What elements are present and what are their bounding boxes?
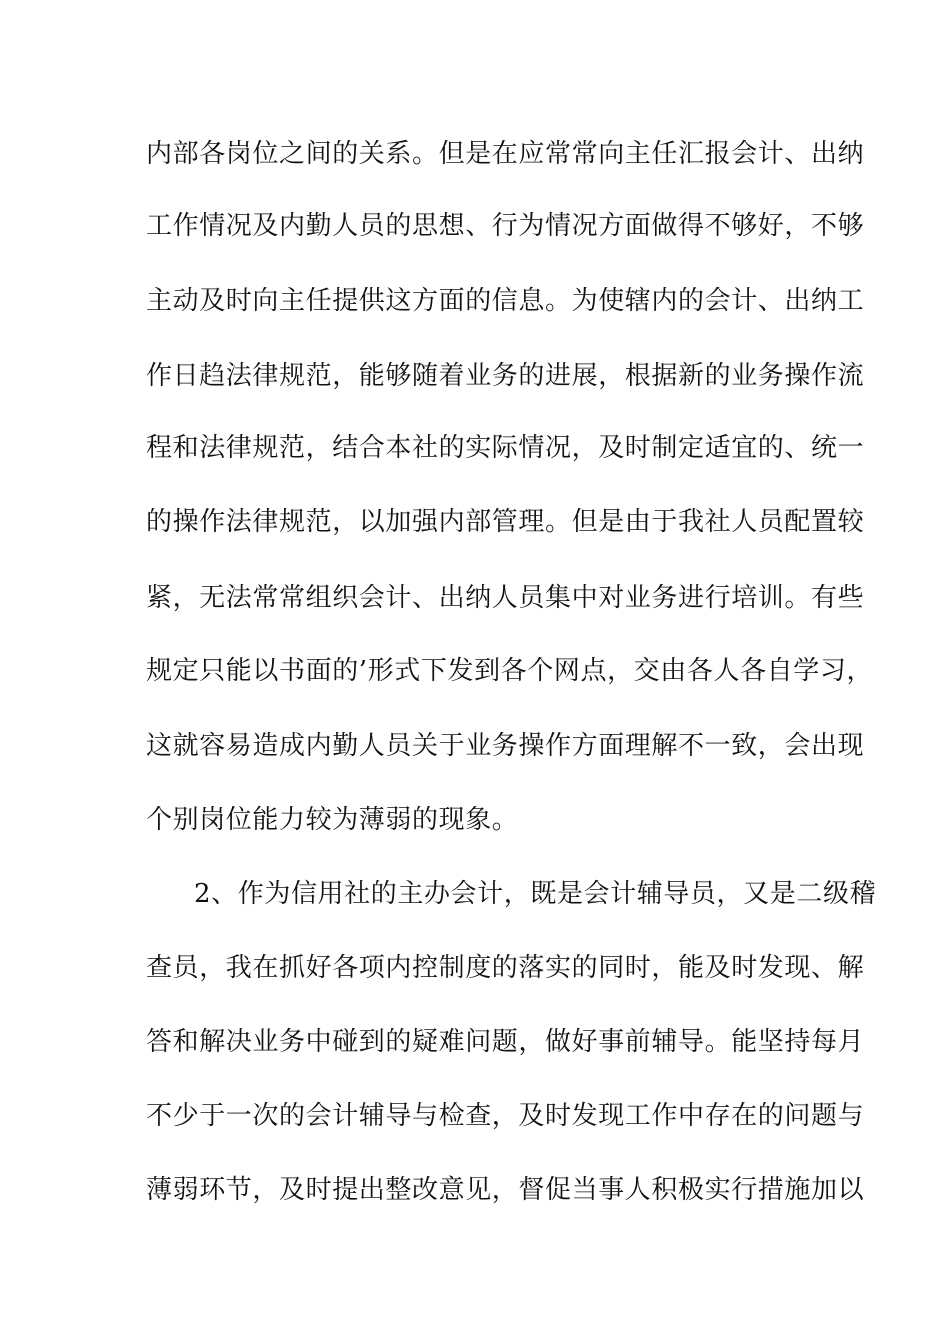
text-line-8: 规定只能以书面的’形式下发到各个网点，交由各人各自学习， bbox=[146, 656, 874, 686]
text-line-10: 个别岗位能力较为薄弱的现象。 bbox=[146, 805, 519, 835]
text-line-6: 的操作法律规范，以加强内部管理。但是由于我社人员配置较 bbox=[146, 507, 865, 537]
text-line-1: 内部各岗位之间的关系。但是在应常常向主任汇报会计、出纳 bbox=[146, 139, 865, 169]
text-line-15: 薄弱环节，及时提出整改意见，督促当事人积极实行措施加以 bbox=[146, 1175, 865, 1205]
text-line-7: 紧，无法常常组织会计、出纳人员集中对业务进行培训。有些 bbox=[146, 583, 865, 613]
text-line-3: 主动及时向主任提供这方面的信息。为使辖内的会计、出纳工 bbox=[146, 286, 865, 316]
text-line-14: 不少于一次的会计辅导与检查，及时发现工作中存在的问题与 bbox=[146, 1101, 865, 1131]
text-line-5: 程和法律规范，结合本社的实际情况，及时制定适宜的、统一 bbox=[146, 433, 865, 463]
text-line-9: 这就容易造成内勤人员关于业务操作方面理解不一致，会出现 bbox=[146, 731, 865, 761]
text-line-4: 作日趋法律规范，能够随着业务的进展，根据新的业务操作流 bbox=[146, 361, 865, 391]
paragraph-2-line-1: 2、作为信用社的主办会计，既是会计辅导员，又是二级稽 bbox=[194, 879, 877, 909]
text-line-13: 答和解决业务中碰到的疑难问题，做好事前辅导。能坚持每月 bbox=[146, 1027, 865, 1057]
text-line-12: 查员，我在抓好各项内控制度的落实的同时，能及时发现、解 bbox=[146, 953, 865, 983]
text-line-2: 工作情况及内勤人员的思想、行为情况方面做得不够好，不够 bbox=[146, 211, 865, 241]
